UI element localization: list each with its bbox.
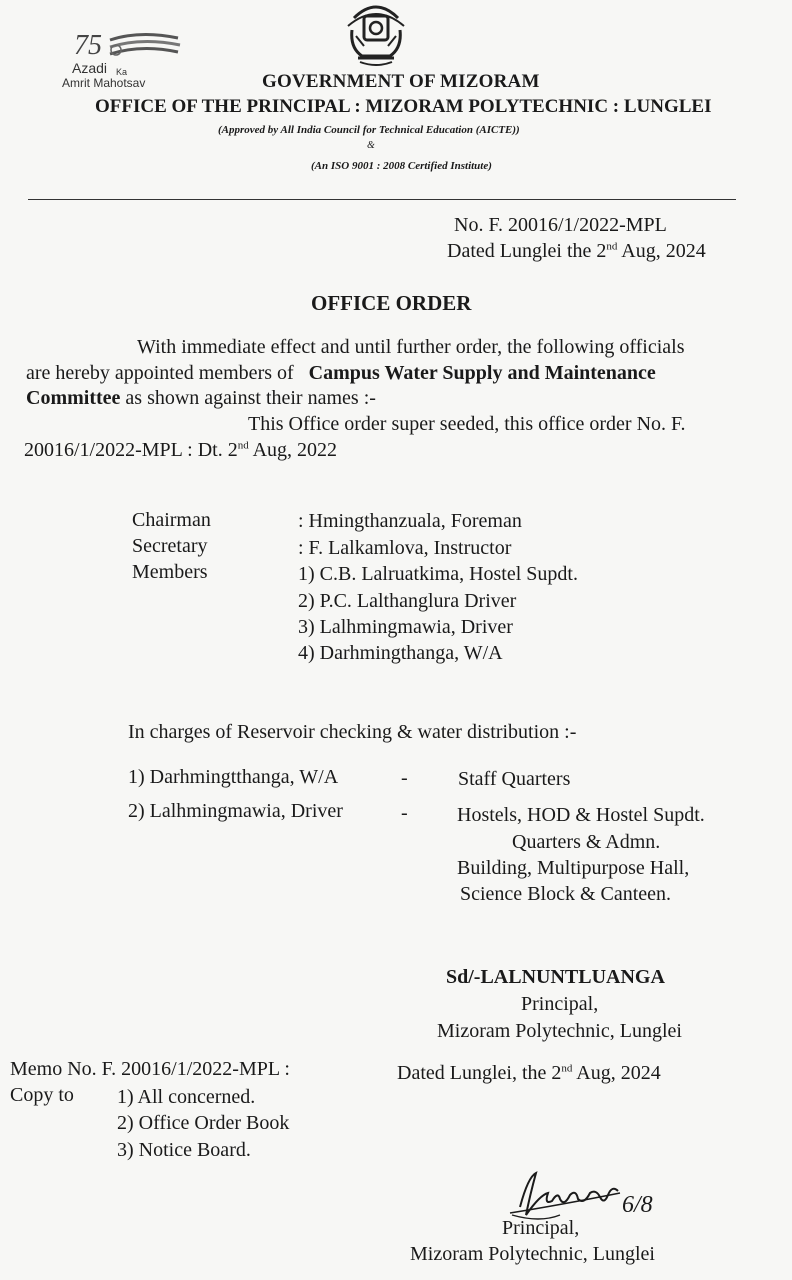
logo-amrit-mahotsav: Amrit Mahotsav: [62, 76, 146, 90]
state-emblem: [340, 0, 412, 68]
memo-date-suffix: Aug, 2024: [572, 1062, 661, 1084]
azadi-logo: [62, 26, 212, 96]
committee-member: 1) C.B. Lalruatkima, Hostel Supdt.: [298, 563, 578, 585]
committee-member: 3) Lalhmingmawia, Driver: [298, 616, 513, 638]
copy-to-label: Copy to: [10, 1084, 74, 1106]
committee-member: 2) P.C. Lalthanglura Driver: [298, 590, 517, 612]
para1-line3: [26, 387, 376, 410]
iso-note: (An ISO 9001 : 2008 Certified Institute): [311, 160, 492, 172]
para1-line2: [26, 362, 656, 385]
para2-line2-prefix: 20016/1/2022-MPL : Dt. 2: [24, 439, 238, 461]
svg-text:75: 75: [74, 30, 102, 61]
copy-item: 2) Office Order Book: [117, 1112, 290, 1134]
order-date-sup: nd: [606, 240, 618, 253]
committee-member: : F. Lalkamlova, Instructor: [298, 537, 512, 559]
incharge-area: Building, Multipurpose Hall,: [457, 857, 690, 879]
para2-line1: This Office order super seeded, this office order No. F.: [248, 413, 686, 435]
incharge-name: 2) Lalhmingmawia, Driver: [128, 800, 343, 822]
incharge-area: Staff Quarters: [458, 768, 571, 790]
signatory-name: Sd/-LALNUNTLUANGA: [446, 966, 665, 988]
principal-org: Mizoram Polytechnic, Lunglei: [410, 1243, 655, 1265]
para2-line2: [24, 439, 337, 462]
incharge-dash: -: [401, 802, 408, 824]
committee-member: : Hmingthanzuala, Foreman: [298, 510, 522, 532]
memo-number: Memo No. F. 20016/1/2022-MPL :: [10, 1058, 290, 1080]
memo-date-prefix: Dated Lunglei, the 2: [397, 1062, 562, 1084]
memo-date: [397, 1062, 661, 1085]
approved-note: (Approved by All India Council for Technical Education (AICTE)): [218, 124, 520, 136]
handwritten-date: 6/8: [622, 1192, 653, 1218]
para1-line1: With immediate effect and until further order, the following officials: [137, 336, 685, 358]
logo-ka: Ka: [116, 67, 128, 77]
order-date-suffix: Aug, 2024: [617, 240, 706, 262]
order-date-prefix: Dated Lunglei the 2: [447, 240, 607, 262]
govt-heading: GOVERNMENT OF MIZORAM: [262, 71, 540, 92]
memo-date-sup: nd: [561, 1062, 573, 1075]
incharge-dash: -: [401, 767, 408, 789]
committee-role: Chairman: [132, 509, 211, 531]
incharge-area: Quarters & Admn.: [512, 831, 661, 853]
committee-role: Members: [132, 561, 208, 583]
committee-role: Secretary: [132, 535, 208, 557]
committee-name: Campus Water Supply and Maintenance: [308, 362, 656, 384]
principal-title: Principal,: [502, 1217, 580, 1239]
order-number: No. F. 20016/1/2022-MPL: [454, 214, 667, 236]
amp-note: &: [367, 140, 375, 151]
copy-item: 3) Notice Board.: [117, 1139, 251, 1161]
logo-azadi: Azadi: [72, 60, 108, 76]
committee-member: 4) Darhmingthanga, W/A: [298, 642, 503, 664]
incharge-name: 1) Darhmingtthanga, W/A: [128, 766, 339, 788]
signatory-title: Principal,: [521, 993, 599, 1015]
signatory-org: Mizoram Polytechnic, Lunglei: [437, 1020, 682, 1042]
para1-line2-text: are hereby appointed members of: [26, 362, 299, 384]
committee-name-cont: Committee: [26, 387, 121, 409]
incharge-area: Science Block & Canteen.: [460, 883, 672, 905]
para2-line2-suffix: Aug, 2022: [248, 439, 338, 461]
page-title: OFFICE ORDER: [311, 291, 472, 315]
emblem-icon: [340, 0, 412, 68]
order-date: [447, 240, 706, 263]
office-heading: OFFICE OF THE PRINCIPAL : MIZORAM POLYTECHNIC : LUNGLEI: [95, 96, 712, 117]
para1-line3-text: as shown against their names :-: [120, 387, 376, 409]
incharge-area: Hostels, HOD & Hostel Supdt.: [457, 804, 705, 826]
copy-item: 1) All concerned.: [117, 1086, 256, 1108]
header-divider: [28, 199, 736, 200]
incharges-heading: In charges of Reservoir checking & water distribution :-: [128, 721, 577, 743]
para2-line2-sup: nd: [237, 439, 249, 452]
